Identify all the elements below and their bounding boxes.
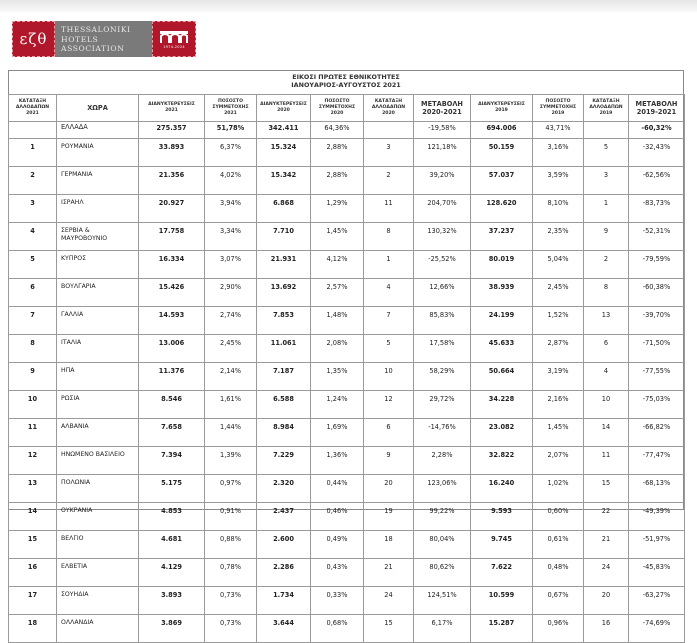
table-cell: 2,45% <box>205 335 257 363</box>
table-cell: 80,04% <box>414 531 471 559</box>
table-cell: 24.199 <box>471 307 533 335</box>
table-cell: 13 <box>584 307 629 335</box>
table-cell: -68,13% <box>629 475 685 503</box>
table-cell: 1,36% <box>311 447 364 475</box>
table-cell: 2,45% <box>533 279 584 307</box>
table-cell: ΒΟΥΛΓΑΡΙΑ <box>57 279 139 307</box>
column-header: ΔΙΑΝΥΚΤΕΡΕΥΣΕΙΣ 2021 <box>139 95 205 122</box>
table-cell: 34.228 <box>471 391 533 419</box>
table-cell: 9 <box>9 363 57 391</box>
table-cell: 3.893 <box>139 587 205 615</box>
table-cell: 4 <box>364 279 414 307</box>
table-cell: 9.745 <box>471 531 533 559</box>
table-cell: 0,60% <box>533 503 584 531</box>
table-cell: 19 <box>364 503 414 531</box>
table-cell: 3 <box>364 139 414 167</box>
table-cell: 1,44% <box>205 419 257 447</box>
table-row <box>9 447 685 475</box>
table-row <box>9 307 685 335</box>
header-row <box>9 95 685 122</box>
table-cell: ΓΕΡΜΑΝΙΑ <box>57 167 139 195</box>
table-cell: 11 <box>364 195 414 223</box>
table-cell: 16.334 <box>139 251 205 279</box>
table-cell: -49,39% <box>629 503 685 531</box>
table-cell: 20 <box>364 475 414 503</box>
table-cell: 3,34% <box>205 223 257 251</box>
table-cell: 7.853 <box>257 307 311 335</box>
table-cell: 10 <box>9 391 57 419</box>
table-cell: 0,91% <box>205 503 257 531</box>
table-cell: 1,45% <box>533 419 584 447</box>
table-row <box>9 531 685 559</box>
table-cell: 694.006 <box>471 122 533 139</box>
table-cell: 10.599 <box>471 587 533 615</box>
total-row <box>9 122 685 139</box>
table-cell: 16.240 <box>471 475 533 503</box>
nationalities-table <box>8 94 685 643</box>
table-cell: 1,39% <box>205 447 257 475</box>
table-cell: 8 <box>584 279 629 307</box>
table-cell: 24 <box>584 559 629 587</box>
table-cell <box>364 122 414 139</box>
table-cell: 2,57% <box>311 279 364 307</box>
table-cell: 7.710 <box>257 223 311 251</box>
column-header: ΚΑΤΑΤΑΞΗ ΑΛΛΟΔΑΠΩΝ 2021 <box>9 95 57 122</box>
table-cell: 13.692 <box>257 279 311 307</box>
table-cell: ΠΟΛΩΝΙΑ <box>57 475 139 503</box>
table-cell: 0,33% <box>311 587 364 615</box>
table-cell: 2,88% <box>311 167 364 195</box>
table-cell: 50.664 <box>471 363 533 391</box>
table-cell: 8.546 <box>139 391 205 419</box>
logo-monogram-text: εζθ <box>19 30 48 48</box>
table-cell: 17,58% <box>414 335 471 363</box>
table-row <box>9 587 685 615</box>
table-cell: 80.019 <box>471 251 533 279</box>
column-header: ΚΑΤΑΤΑΞΗ ΑΛΛΟΔΑΠΩΝ 2020 <box>364 95 414 122</box>
table-cell: 1,45% <box>311 223 364 251</box>
table-cell: 38.939 <box>471 279 533 307</box>
table-cell: 3.644 <box>257 615 311 643</box>
table-cell: 3,19% <box>533 363 584 391</box>
table-cell: 5.175 <box>139 475 205 503</box>
title-line-2: ΙΑΝΟΥΑΡΙΟΣ-ΑΥΓΟΥΣΤΟΣ 2021 <box>291 81 401 89</box>
table-cell: 21.931 <box>257 251 311 279</box>
table-cell: 1,52% <box>533 307 584 335</box>
table-cell: -19,58% <box>414 122 471 139</box>
table-cell: 22 <box>584 503 629 531</box>
table-cell: 121,18% <box>414 139 471 167</box>
table-cell: 5 <box>584 139 629 167</box>
report-title <box>8 70 684 89</box>
logo-name-line: HOTELS <box>61 34 99 44</box>
table-cell: 57.037 <box>471 167 533 195</box>
table-cell: 1,35% <box>311 363 364 391</box>
table-cell: 8 <box>364 223 414 251</box>
table-cell: 7.229 <box>257 447 311 475</box>
logo-name-line: THESSALONIKI <box>61 25 131 34</box>
table-cell: 18 <box>364 531 414 559</box>
table-cell: ΗΠΑ <box>57 363 139 391</box>
arches-icon <box>159 30 189 44</box>
column-header: ΜΕΤΑΒΟΛΗ 2020-2021 <box>414 95 471 122</box>
table-cell: 0,46% <box>311 503 364 531</box>
column-header: ΜΕΤΑΒΟΛΗ 2019-2021 <box>629 95 685 122</box>
table-cell: 20.927 <box>139 195 205 223</box>
table-cell: 2,35% <box>533 223 584 251</box>
table-cell: 123,06% <box>414 475 471 503</box>
table-cell: ΒΕΛΓΙΟ <box>57 531 139 559</box>
table-cell: -45,83% <box>629 559 685 587</box>
table-cell: 7.187 <box>257 363 311 391</box>
table-cell: 21.356 <box>139 167 205 195</box>
table-cell: 16 <box>9 559 57 587</box>
table-cell: 4.853 <box>139 503 205 531</box>
table-cell: 7.394 <box>139 447 205 475</box>
table-cell: 7.622 <box>471 559 533 587</box>
table-cell: 0,73% <box>205 587 257 615</box>
table-cell: 15.287 <box>471 615 533 643</box>
table-cell: 8 <box>9 335 57 363</box>
table-cell: 12 <box>364 391 414 419</box>
table-cell: 64,36% <box>311 122 364 139</box>
table-cell: 13.006 <box>139 335 205 363</box>
table-cell: 0,44% <box>311 475 364 503</box>
table-cell: ΚΥΠΡΟΣ <box>57 251 139 279</box>
table-cell: 8,10% <box>533 195 584 223</box>
table-row <box>9 615 685 643</box>
table-cell: 10 <box>364 363 414 391</box>
table-cell: 1,61% <box>205 391 257 419</box>
table-cell: -63,27% <box>629 587 685 615</box>
table-cell: 4 <box>9 223 57 251</box>
table-row <box>9 167 685 195</box>
table-cell: 39,20% <box>414 167 471 195</box>
table-cell: ΑΛΒΑΝΙΑ <box>57 419 139 447</box>
table-cell: 2.437 <box>257 503 311 531</box>
table-cell: 50.159 <box>471 139 533 167</box>
table-cell: 7 <box>364 307 414 335</box>
logo-emblem <box>152 21 196 57</box>
logo-name-line: ASSOCIATION <box>61 44 125 53</box>
table-cell: 4.681 <box>139 531 205 559</box>
column-header: ΔΙΑΝΥΚΤΕΡΕΥΣΕΙΣ 2019 <box>471 95 533 122</box>
table-cell: -77,55% <box>629 363 685 391</box>
table-cell: 6,37% <box>205 139 257 167</box>
column-header: ΚΑΤΑΤΑΞΗ ΑΛΛΟΔΑΠΩΝ 2019 <box>584 95 629 122</box>
table-cell: 2.600 <box>257 531 311 559</box>
table-cell: 2,08% <box>311 335 364 363</box>
table-row <box>9 363 685 391</box>
column-header: ΔΙΑΝΥΚΤΕΡΕΥΣΕΙΣ 2020 <box>257 95 311 122</box>
column-header: ΧΩΡΑ <box>57 95 139 122</box>
table-cell: ΙΣΡΑΗΛ <box>57 195 139 223</box>
table-cell: 2 <box>584 251 629 279</box>
table-row <box>9 223 685 251</box>
column-header: ΠΟΣΟΣΤΟ ΣΥΜΜΕΤΟΧΗΣ 2021 <box>205 95 257 122</box>
table-cell: 2,87% <box>533 335 584 363</box>
table-cell: 0,96% <box>533 615 584 643</box>
thessaloniki-hotels-association-logo <box>12 21 196 57</box>
table-cell: ΕΛΒΕΤΙΑ <box>57 559 139 587</box>
table-cell: 18 <box>9 615 57 643</box>
table-row <box>9 195 685 223</box>
table-cell: 8.984 <box>257 419 311 447</box>
table-cell: 43,71% <box>533 122 584 139</box>
table-cell: 6 <box>9 279 57 307</box>
table-cell: -79,59% <box>629 251 685 279</box>
table-cell: 2,16% <box>533 391 584 419</box>
table-cell: 21 <box>584 531 629 559</box>
table-cell: ΟΛΛΑΝΔΙΑ <box>57 615 139 643</box>
table-cell <box>9 122 57 139</box>
table-cell: -60,32% <box>629 122 685 139</box>
table-cell: 2,28% <box>414 447 471 475</box>
table-row <box>9 139 685 167</box>
table-cell: 128.620 <box>471 195 533 223</box>
table-cell: 0,68% <box>311 615 364 643</box>
table-cell <box>584 122 629 139</box>
table-cell: 130,32% <box>414 223 471 251</box>
table-cell: 1,69% <box>311 419 364 447</box>
table-cell: 2,74% <box>205 307 257 335</box>
table-cell: 204,70% <box>414 195 471 223</box>
column-header: ΠΟΣΟΣΤΟ ΣΥΜΜΕΤΟΧΗΣ 2020 <box>311 95 364 122</box>
table-cell: 1,02% <box>533 475 584 503</box>
table-cell: 0,43% <box>311 559 364 587</box>
table-cell: 5 <box>364 335 414 363</box>
table-cell: 3.869 <box>139 615 205 643</box>
table-cell: -62,56% <box>629 167 685 195</box>
table-cell: 7 <box>9 307 57 335</box>
table-cell: -51,97% <box>629 531 685 559</box>
table-cell: 12 <box>9 447 57 475</box>
table-row <box>9 251 685 279</box>
table-cell: 14 <box>9 503 57 531</box>
table-cell: 17.758 <box>139 223 205 251</box>
table-cell: 24 <box>364 587 414 615</box>
table-cell: 15 <box>364 615 414 643</box>
table-cell: 11.061 <box>257 335 311 363</box>
table-cell: 1 <box>584 195 629 223</box>
table-cell: 15 <box>9 531 57 559</box>
table-cell: 2 <box>9 167 57 195</box>
table-cell: 11.376 <box>139 363 205 391</box>
table-row <box>9 419 685 447</box>
table-cell: -60,38% <box>629 279 685 307</box>
table-cell: 12,66% <box>414 279 471 307</box>
table-cell: 3,16% <box>533 139 584 167</box>
table-cell: -71,50% <box>629 335 685 363</box>
table-cell: 14.593 <box>139 307 205 335</box>
table-cell: 1,24% <box>311 391 364 419</box>
table-cell: 9.593 <box>471 503 533 531</box>
table-body <box>9 122 685 643</box>
table-cell: 6.868 <box>257 195 311 223</box>
table-cell: ΕΛΛΑΔΑ <box>57 122 139 139</box>
table-cell: ΣΟΥΗΔΙΑ <box>57 587 139 615</box>
table-cell: 6 <box>364 419 414 447</box>
logo-years: 1974-2024 <box>163 44 185 49</box>
table-cell: 13 <box>9 475 57 503</box>
table-row <box>9 475 685 503</box>
table-cell: 0,61% <box>533 531 584 559</box>
table-cell: 15 <box>584 475 629 503</box>
table-cell: -83,73% <box>629 195 685 223</box>
table-cell: 0,67% <box>533 587 584 615</box>
table-cell: 4,12% <box>311 251 364 279</box>
table-cell: ΗΝΩΜΕΝΟ ΒΑΣΙΛΕΙΟ <box>57 447 139 475</box>
table-cell: ΓΑΛΛΙΑ <box>57 307 139 335</box>
table-cell: 17 <box>9 587 57 615</box>
table-row <box>9 559 685 587</box>
table-row <box>9 335 685 363</box>
table-cell: 11 <box>9 419 57 447</box>
table-cell: 6.588 <box>257 391 311 419</box>
table-cell: 275.357 <box>139 122 205 139</box>
table-cell: -32,43% <box>629 139 685 167</box>
table-cell: 11 <box>584 447 629 475</box>
column-header: ΠΟΣΟΣΤΟ ΣΥΜΜΕΤΟΧΗΣ 2019 <box>533 95 584 122</box>
table-cell: 4 <box>584 363 629 391</box>
table-cell: 1,48% <box>311 307 364 335</box>
table-cell: ΣΕΡΒΙΑ & ΜΑΥΡΟΒΟΥΝΙΟ <box>57 223 139 251</box>
table-cell: 21 <box>364 559 414 587</box>
table-cell: ΡΩΣΙΑ <box>57 391 139 419</box>
table-cell: -25,52% <box>414 251 471 279</box>
table-cell: 3,94% <box>205 195 257 223</box>
table-cell: 32.822 <box>471 447 533 475</box>
table-cell: 5 <box>9 251 57 279</box>
table-cell: 0,49% <box>311 531 364 559</box>
table-cell: 16 <box>584 615 629 643</box>
table-cell: 2,90% <box>205 279 257 307</box>
table-cell: 51,78% <box>205 122 257 139</box>
table-cell: 1.734 <box>257 587 311 615</box>
table-cell: 4,02% <box>205 167 257 195</box>
table-cell: 6,17% <box>414 615 471 643</box>
table-cell: 0,78% <box>205 559 257 587</box>
table-cell: 1 <box>364 251 414 279</box>
table-cell: 0,88% <box>205 531 257 559</box>
table-cell: -66,82% <box>629 419 685 447</box>
table-cell: -75,03% <box>629 391 685 419</box>
table-cell: 2 <box>364 167 414 195</box>
table-row <box>9 503 685 531</box>
table-cell: 1 <box>9 139 57 167</box>
logo-monogram <box>12 21 55 57</box>
table-cell: 2,07% <box>533 447 584 475</box>
table-cell: 5,04% <box>533 251 584 279</box>
table-cell: 45.633 <box>471 335 533 363</box>
table-cell: 23.082 <box>471 419 533 447</box>
table-cell: 20 <box>584 587 629 615</box>
logo-name <box>55 21 152 57</box>
table-cell: 342.411 <box>257 122 311 139</box>
table-cell: 4.129 <box>139 559 205 587</box>
table-cell: -52,31% <box>629 223 685 251</box>
table-cell: 0,48% <box>533 559 584 587</box>
table-cell: 7.658 <box>139 419 205 447</box>
table-cell: 3 <box>9 195 57 223</box>
table-cell: ΡΟΥΜΑΝΙΑ <box>57 139 139 167</box>
top-bar <box>0 0 697 12</box>
table-cell: 2,88% <box>311 139 364 167</box>
table-cell: 6 <box>584 335 629 363</box>
table-cell: 3 <box>584 167 629 195</box>
table-cell: -74,69% <box>629 615 685 643</box>
table-cell: 2,14% <box>205 363 257 391</box>
table-cell: 0,97% <box>205 475 257 503</box>
table-cell: 3,07% <box>205 251 257 279</box>
table-row <box>9 279 685 307</box>
table-cell: ΟΥΚΡΑΝΙΑ <box>57 503 139 531</box>
table-cell: 2.286 <box>257 559 311 587</box>
table-cell: 10 <box>584 391 629 419</box>
table-cell: 0,73% <box>205 615 257 643</box>
table-cell: 85,83% <box>414 307 471 335</box>
table-cell: 9 <box>584 223 629 251</box>
table-cell: 15.324 <box>257 139 311 167</box>
table-cell: -14,76% <box>414 419 471 447</box>
table-cell: ΙΤΑΛΙΑ <box>57 335 139 363</box>
table-cell: 14 <box>584 419 629 447</box>
table-cell: 3,59% <box>533 167 584 195</box>
table-cell: 99,22% <box>414 503 471 531</box>
table-cell: 29,72% <box>414 391 471 419</box>
table-cell: -77,47% <box>629 447 685 475</box>
table-cell: 15.342 <box>257 167 311 195</box>
table-cell: 124,51% <box>414 587 471 615</box>
table-row <box>9 391 685 419</box>
table-cell: 58,29% <box>414 363 471 391</box>
table-cell: 15.426 <box>139 279 205 307</box>
table-cell: 80,62% <box>414 559 471 587</box>
table-cell: 2.320 <box>257 475 311 503</box>
table-cell: 1,29% <box>311 195 364 223</box>
table-cell: 37.237 <box>471 223 533 251</box>
table-cell: 9 <box>364 447 414 475</box>
title-line-1: ΕΙΚΟΣΙ ΠΡΩΤΕΣ ΕΘΝΙΚΟΤΗΤΕΣ <box>292 73 400 81</box>
table-cell: 33.893 <box>139 139 205 167</box>
table-cell: -39,70% <box>629 307 685 335</box>
